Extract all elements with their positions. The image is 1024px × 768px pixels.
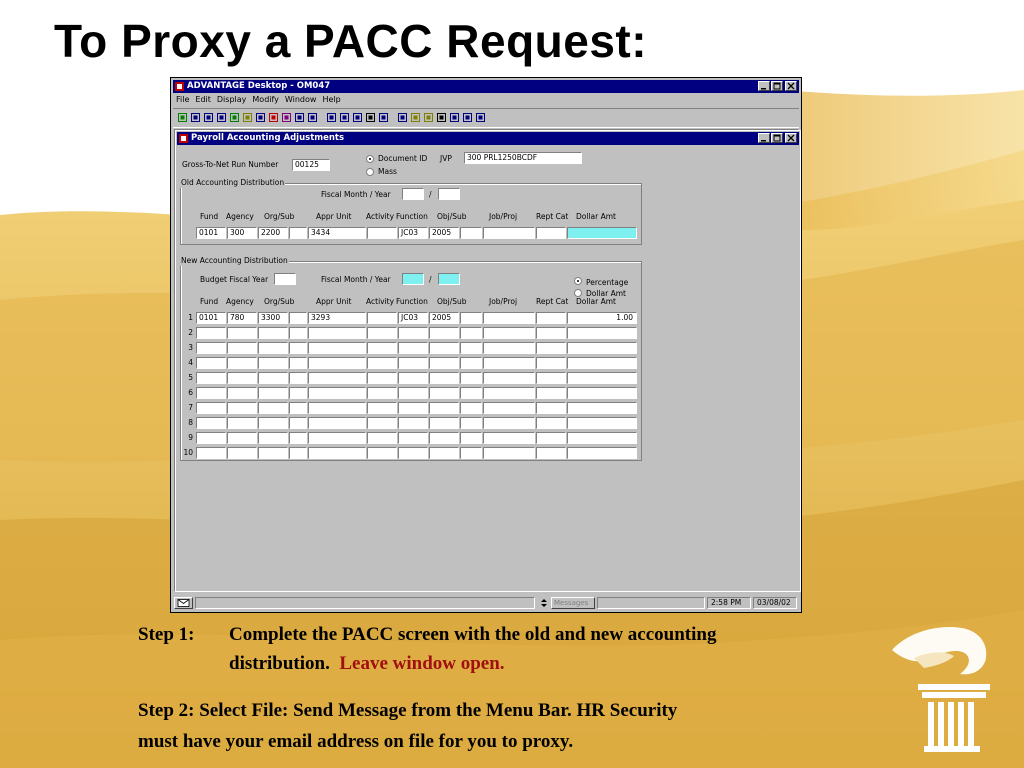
new-row-sub-input[interactable] — [289, 327, 307, 339]
form-minimize-button[interactable] — [758, 133, 770, 143]
new-row-sub-input[interactable] — [289, 417, 307, 429]
maximize-button[interactable] — [771, 81, 783, 91]
row-number: 2 — [188, 328, 193, 337]
new-row-amount-input[interactable] — [567, 387, 637, 399]
new-row-fund-input[interactable] — [196, 432, 226, 444]
close-icon — [786, 82, 796, 90]
old-col-header: Org/Sub — [264, 212, 295, 221]
new-row-rept-input[interactable] — [536, 402, 566, 414]
new-row-job-input[interactable] — [483, 387, 535, 399]
new-row-objsub-input[interactable] — [460, 402, 482, 414]
new-row-function-input[interactable] — [398, 447, 428, 459]
new-row-rept-input[interactable] — [536, 447, 566, 459]
old-appr-input[interactable]: 3434 — [308, 227, 366, 239]
table-icon[interactable] — [203, 112, 214, 123]
new-row-agency-input[interactable] — [227, 402, 257, 414]
new-row-org-input[interactable] — [258, 447, 288, 459]
new-row-appr-input[interactable] — [308, 372, 366, 384]
whats-this-icon[interactable] — [423, 112, 434, 123]
mass-label: Mass — [378, 167, 397, 176]
step2-line1: Step 2: Select File: Send Message from the Menu Bar. HR Security — [138, 700, 678, 721]
menu-modify[interactable]: Modify — [252, 95, 279, 104]
new-row-appr-input[interactable]: 3293 — [308, 312, 366, 324]
new-row-job-input[interactable] — [483, 432, 535, 444]
advantage-desktop-window — [170, 77, 802, 613]
new-row-appr-input[interactable] — [308, 342, 366, 354]
new-row-activity-input[interactable] — [367, 417, 397, 429]
new-row-activity-input[interactable] — [367, 312, 397, 324]
new-col-header: Job/Proj — [489, 297, 518, 306]
new-row-obj-input[interactable] — [429, 387, 459, 399]
new-row-amount-input[interactable] — [567, 432, 637, 444]
new-row-agency-input[interactable] — [227, 432, 257, 444]
new-row-appr-input[interactable] — [308, 417, 366, 429]
new-row-activity-input[interactable] — [367, 432, 397, 444]
new-row-activity-input[interactable] — [367, 327, 397, 339]
menu-display[interactable]: Display — [216, 95, 247, 104]
new-row-amount-input[interactable] — [567, 357, 637, 369]
new-row-appr-input[interactable] — [308, 327, 366, 339]
envelope-icon — [175, 598, 192, 608]
new-row-agency-input[interactable] — [227, 342, 257, 354]
new-row-fund-input[interactable] — [196, 342, 226, 354]
old-col-header: Rept Cat — [536, 212, 569, 221]
new-row-function-input[interactable] — [398, 402, 428, 414]
new-row-function-input[interactable] — [398, 327, 428, 339]
edit-icon[interactable] — [242, 112, 253, 123]
calculator-icon[interactable] — [449, 112, 460, 123]
document-id-radio[interactable] — [366, 155, 374, 163]
status-bar — [173, 596, 799, 610]
new-row-obj-input[interactable]: 2005 — [429, 312, 459, 324]
new-row-rept-input[interactable] — [536, 342, 566, 354]
new-row-objsub-input[interactable] — [460, 372, 482, 384]
old-org-input[interactable]: 2200 — [258, 227, 288, 239]
new-row-objsub-input[interactable] — [460, 342, 482, 354]
mail-button[interactable] — [174, 597, 193, 609]
old-col-header: Function — [396, 212, 428, 221]
duplicate-icon[interactable] — [255, 112, 266, 123]
payroll-accounting-adjustments-window — [175, 130, 801, 592]
window-icon[interactable] — [397, 112, 408, 123]
row-number: 6 — [188, 388, 193, 397]
budget-fiscal-year-input[interactable] — [274, 273, 296, 285]
old-job-input[interactable] — [483, 227, 535, 239]
budget-fiscal-year-label: Budget Fiscal Year — [200, 275, 269, 284]
new-row-appr-input[interactable] — [308, 402, 366, 414]
new-row-objsub-input[interactable] — [460, 312, 482, 324]
list-icon[interactable] — [307, 112, 318, 123]
old-col-header: Dollar Amt — [576, 212, 616, 221]
new-row-fund-input[interactable]: 0101 — [196, 312, 226, 324]
old-col-header: Fund — [200, 212, 219, 221]
gross-to-net-input[interactable]: 00125 — [292, 159, 330, 171]
new-row-job-input[interactable] — [483, 342, 535, 354]
slide-title: To Proxy a PACC Request: — [54, 15, 648, 67]
new-row-fund-input[interactable] — [196, 357, 226, 369]
step1-emphasis: Leave window open. — [339, 653, 505, 674]
new-row-sub-input[interactable] — [289, 357, 307, 369]
new-row-obj-input[interactable] — [429, 432, 459, 444]
new-row-agency-input[interactable] — [227, 417, 257, 429]
tile-icon[interactable] — [462, 112, 473, 123]
new-col-header: Rept Cat — [536, 297, 569, 306]
new-row-amount-input[interactable] — [567, 372, 637, 384]
new-row-objsub-input[interactable] — [460, 432, 482, 444]
dollar-amt-radio[interactable] — [574, 289, 582, 297]
toolbar — [173, 108, 799, 128]
app-title-bar[interactable] — [173, 80, 799, 93]
new-row-rept-input[interactable] — [536, 372, 566, 384]
row-number: 1 — [188, 313, 193, 322]
old-col-header: Agency — [226, 212, 254, 221]
new-row-sub-input[interactable] — [289, 372, 307, 384]
new-row-objsub-input[interactable] — [460, 327, 482, 339]
new-row-function-input[interactable] — [398, 372, 428, 384]
old-rept-input[interactable] — [536, 227, 566, 239]
new-row-amount-input[interactable] — [567, 402, 637, 414]
new-row-org-input[interactable] — [258, 417, 288, 429]
new-row-agency-input[interactable] — [227, 447, 257, 459]
old-agency-input[interactable]: 300 — [227, 227, 257, 239]
new-row-amount-input[interactable] — [567, 417, 637, 429]
new-row-obj-input[interactable] — [429, 402, 459, 414]
mass-radio[interactable] — [366, 168, 374, 176]
old-sub-input[interactable] — [289, 227, 307, 239]
new-row-fund-input[interactable] — [196, 402, 226, 414]
new-row-fund-input[interactable] — [196, 447, 226, 459]
minimize-button[interactable] — [758, 81, 770, 91]
close-button[interactable] — [785, 81, 797, 91]
new-row-activity-input[interactable] — [367, 357, 397, 369]
step1-label: Step 1: — [138, 624, 195, 645]
new-slash: / — [429, 275, 432, 284]
new-fiscal-year-input[interactable] — [438, 273, 460, 285]
new-row-appr-input[interactable] — [308, 387, 366, 399]
new-row-objsub-input[interactable] — [460, 357, 482, 369]
new-row-org-input[interactable]: 3300 — [258, 312, 288, 324]
new-row-job-input[interactable] — [483, 327, 535, 339]
old-col-header: Job/Proj — [489, 212, 518, 221]
new-row-activity-input[interactable] — [367, 372, 397, 384]
new-row-objsub-input[interactable] — [460, 387, 482, 399]
new-row-sub-input[interactable] — [289, 342, 307, 354]
old-amount-input[interactable] — [567, 227, 637, 239]
delete-icon[interactable] — [268, 112, 279, 123]
new-col-header: Function — [396, 297, 428, 306]
new-row-sub-input[interactable] — [289, 447, 307, 459]
new-row-function-input[interactable] — [398, 387, 428, 399]
mdi-workspace — [174, 129, 798, 591]
form-title-bar[interactable] — [177, 132, 799, 145]
new-row-obj-input[interactable] — [429, 447, 459, 459]
modify-icon[interactable] — [281, 112, 292, 123]
status-message-area — [195, 597, 535, 609]
status-time: 2:58 PM — [707, 597, 751, 609]
new-row-sub-input[interactable] — [289, 312, 307, 324]
old-fiscal-month-year-label: Fiscal Month / Year — [321, 190, 391, 199]
form-close-button[interactable] — [785, 133, 797, 143]
new-row-rept-input[interactable] — [536, 357, 566, 369]
new-col-header: Org/Sub — [264, 297, 295, 306]
old-col-header: Appr Unit — [316, 212, 352, 221]
new-row-obj-input[interactable] — [429, 357, 459, 369]
new-row-agency-input[interactable] — [227, 357, 257, 369]
old-fiscal-year-input[interactable] — [438, 188, 460, 200]
new-row-appr-input[interactable] — [308, 357, 366, 369]
new-row-obj-input[interactable] — [429, 342, 459, 354]
jvp-label: JVP — [440, 154, 452, 163]
new-row-obj-input[interactable] — [429, 417, 459, 429]
step1-line2: distribution. — [229, 653, 330, 674]
hand-icon[interactable] — [365, 112, 376, 123]
new-row-fund-input[interactable] — [196, 387, 226, 399]
new-row-function-input[interactable] — [398, 417, 428, 429]
new-row-job-input[interactable] — [483, 357, 535, 369]
new-row-amount-input[interactable] — [567, 342, 637, 354]
print-preview-icon[interactable] — [352, 112, 363, 123]
check-icon[interactable] — [378, 112, 389, 123]
row-number: 7 — [188, 403, 193, 412]
new-row-org-input[interactable] — [258, 372, 288, 384]
minimize-icon — [759, 134, 769, 142]
new-col-header: Fund — [200, 297, 219, 306]
step2-line2: must have your email address on file for you to proxy. — [138, 731, 574, 752]
new-row-obj-input[interactable] — [429, 372, 459, 384]
new-row-job-input[interactable] — [483, 312, 535, 324]
form-title: Payroll Accounting Adjustments — [191, 133, 345, 143]
old-col-header: Obj/Sub — [437, 212, 467, 221]
old-fund-input[interactable]: 0101 — [196, 227, 226, 239]
new-row-rept-input[interactable] — [536, 432, 566, 444]
go-icon[interactable] — [177, 112, 188, 123]
percentage-radio[interactable] — [574, 277, 582, 285]
new-col-header: Obj/Sub — [437, 297, 467, 306]
new-row-sub-input[interactable] — [289, 432, 307, 444]
new-fiscal-month-year-label: Fiscal Month / Year — [321, 275, 391, 284]
new-row-agency-input[interactable] — [227, 327, 257, 339]
new-row-job-input[interactable] — [483, 372, 535, 384]
copy-icon[interactable] — [216, 112, 227, 123]
sort-arrows-icon[interactable] — [539, 598, 549, 608]
app-icon — [175, 82, 184, 91]
new-row-org-input[interactable] — [258, 432, 288, 444]
row-number: 8 — [188, 418, 193, 427]
menu-help[interactable]: Help — [322, 95, 341, 104]
new-row-appr-input[interactable] — [308, 432, 366, 444]
new-col-header: Activity — [366, 297, 395, 306]
new-row-obj-input[interactable] — [429, 327, 459, 339]
add-icon[interactable] — [229, 112, 240, 123]
old-obj-input[interactable]: 2005 — [429, 227, 459, 239]
new-row-amount-input[interactable]: 1.00 — [567, 312, 637, 324]
tree-icon[interactable] — [294, 112, 305, 123]
new-row-rept-input[interactable] — [536, 417, 566, 429]
new-row-rept-input[interactable] — [536, 312, 566, 324]
status-date: 03/08/02 — [753, 597, 797, 609]
cascade-icon[interactable] — [475, 112, 486, 123]
status-panel — [597, 597, 705, 609]
row-number: 3 — [188, 343, 193, 352]
new-row-amount-input[interactable] — [567, 327, 637, 339]
maximize-icon — [772, 134, 782, 142]
new-accounting-label: New Accounting Distribution — [181, 256, 288, 265]
new-row-fund-input[interactable] — [196, 327, 226, 339]
open-icon[interactable] — [339, 112, 350, 123]
old-activity-input[interactable] — [367, 227, 397, 239]
new-row-fund-input[interactable] — [196, 372, 226, 384]
new-row-agency-input[interactable]: 780 — [227, 312, 257, 324]
save-icon[interactable] — [326, 112, 337, 123]
new-row-rept-input[interactable] — [536, 387, 566, 399]
new-row-function-input[interactable] — [398, 342, 428, 354]
grid-icon[interactable] — [190, 112, 201, 123]
close-icon — [786, 134, 796, 142]
form-icon — [179, 134, 188, 143]
jvp-input[interactable]: 300 PRL1250BCDF — [464, 152, 582, 164]
dollar-amt-option-label: Dollar Amt — [586, 289, 626, 298]
new-row-activity-input[interactable] — [367, 387, 397, 399]
new-row-job-input[interactable] — [483, 417, 535, 429]
new-row-agency-input[interactable] — [227, 387, 257, 399]
new-row-objsub-input[interactable] — [460, 417, 482, 429]
document-id-label: Document ID — [378, 154, 428, 163]
new-row-job-input[interactable] — [483, 447, 535, 459]
messages-button[interactable]: Messages — [551, 597, 595, 609]
new-row-job-input[interactable] — [483, 402, 535, 414]
column-eagle-logo — [888, 622, 994, 754]
old-accounting-label: Old Accounting Distribution — [181, 178, 285, 187]
row-number: 4 — [188, 358, 193, 367]
app-title: ADVANTAGE Desktop - OM047 — [187, 81, 331, 91]
help-icon[interactable] — [410, 112, 421, 123]
row-number: 10 — [183, 448, 193, 457]
percentage-label: Percentage — [586, 278, 629, 287]
new-row-org-input[interactable] — [258, 357, 288, 369]
new-col-header: Dollar Amt — [576, 297, 616, 306]
new-row-objsub-input[interactable] — [460, 447, 482, 459]
new-row-sub-input[interactable] — [289, 387, 307, 399]
new-row-function-input[interactable] — [398, 432, 428, 444]
form-maximize-button[interactable] — [771, 133, 783, 143]
row-number: 9 — [188, 433, 193, 442]
new-row-amount-input[interactable] — [567, 447, 637, 459]
new-row-function-input[interactable]: JC03 — [398, 312, 428, 324]
minimize-icon — [759, 82, 769, 90]
new-row-org-input[interactable] — [258, 402, 288, 414]
new-row-activity-input[interactable] — [367, 447, 397, 459]
old-col-header: Activity — [366, 212, 395, 221]
print-icon[interactable] — [436, 112, 447, 123]
new-fiscal-month-input[interactable] — [402, 273, 424, 285]
menu-bar — [173, 94, 799, 106]
new-row-org-input[interactable] — [258, 342, 288, 354]
old-function-input[interactable]: JC03 — [398, 227, 428, 239]
new-row-org-input[interactable] — [258, 327, 288, 339]
new-row-rept-input[interactable] — [536, 327, 566, 339]
menu-edit[interactable]: Edit — [195, 95, 211, 104]
new-row-org-input[interactable] — [258, 387, 288, 399]
old-fiscal-month-input[interactable] — [402, 188, 424, 200]
new-col-header: Agency — [226, 297, 254, 306]
old-slash: / — [429, 190, 432, 199]
row-number: 5 — [188, 373, 193, 382]
new-row-sub-input[interactable] — [289, 402, 307, 414]
new-row-activity-input[interactable] — [367, 342, 397, 354]
menu-file[interactable]: File — [176, 95, 190, 104]
new-row-appr-input[interactable] — [308, 447, 366, 459]
step1-line1: Complete the PACC screen with the old and new accounting — [229, 624, 717, 645]
new-row-agency-input[interactable] — [227, 372, 257, 384]
menu-window[interactable]: Window — [284, 95, 317, 104]
new-row-fund-input[interactable] — [196, 417, 226, 429]
new-col-header: Appr Unit — [316, 297, 352, 306]
new-row-function-input[interactable] — [398, 357, 428, 369]
gross-to-net-label: Gross-To-Net Run Number — [182, 160, 279, 169]
maximize-icon — [772, 82, 782, 90]
old-objsub-input[interactable] — [460, 227, 482, 239]
new-row-activity-input[interactable] — [367, 402, 397, 414]
